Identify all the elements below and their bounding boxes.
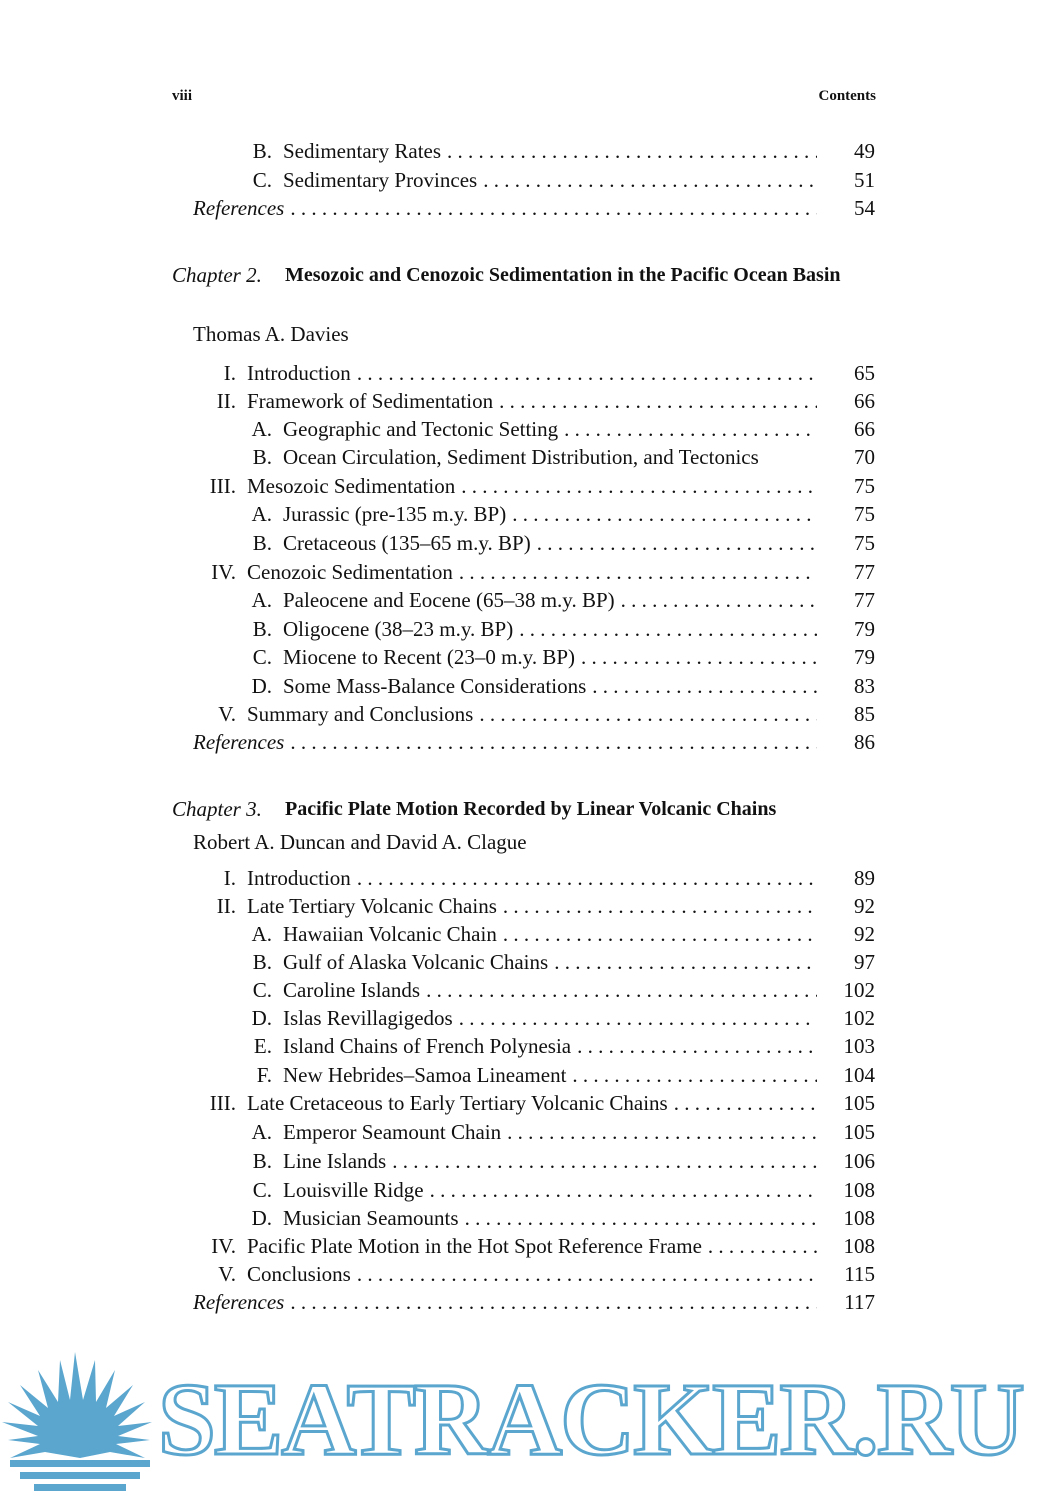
entry-page: 103: [843, 1034, 875, 1058]
entry-title: Paleocene and Eocene (65–38 m.y. BP): [283, 588, 615, 612]
entry-title: Cretaceous (135–65 m.y. BP): [283, 531, 531, 555]
entry-title: Conclusions: [247, 1262, 351, 1286]
toc-entry[interactable]: [0, 359, 1051, 387]
entry-page: 108: [843, 1206, 875, 1230]
entry-title: Oligocene (38–23 m.y. BP): [283, 617, 514, 641]
running-header: [172, 88, 876, 112]
leader-dots: [577, 1032, 817, 1060]
entry-number: I.: [223, 866, 236, 890]
leader-dots: [499, 387, 817, 415]
toc-entry[interactable]: [0, 166, 1051, 194]
leader-dots: [564, 415, 817, 443]
entry-page: 86: [854, 730, 875, 754]
entry-title: Cenozoic Sedimentation: [247, 560, 453, 584]
entry-page: 75: [854, 502, 875, 526]
toc-entry[interactable]: [0, 472, 1051, 500]
entry-number: A.: [251, 417, 272, 441]
entry-page: 75: [854, 474, 875, 498]
entry-page: 83: [854, 674, 875, 698]
entry-number: IV.: [211, 560, 236, 584]
leader-dots: [357, 1260, 817, 1288]
entry-number: III.: [209, 1091, 236, 1115]
entry-number: D.: [251, 1006, 272, 1030]
leader-dots: [290, 194, 817, 222]
leader-dots: [592, 672, 817, 700]
chapter-title: Mesozoic and Cenozoic Sedimentation in the Pacific Ocean Basin: [285, 264, 841, 286]
entry-number: II.: [216, 894, 236, 918]
leader-dots: [512, 500, 817, 528]
toc-entry[interactable]: [0, 976, 1051, 1004]
toc-entry[interactable]: [0, 1061, 1051, 1089]
entry-page: 75: [854, 531, 875, 555]
toc-entry[interactable]: [0, 1147, 1051, 1175]
entry-page: 77: [854, 560, 875, 584]
entry-number: A.: [251, 1120, 272, 1144]
toc-entry[interactable]: [0, 920, 1051, 948]
toc-entry[interactable]: [0, 615, 1051, 643]
entry-title: Summary and Conclusions: [247, 702, 474, 726]
leader-dots: [459, 558, 817, 586]
entry-page: 65: [854, 361, 875, 385]
toc-entry[interactable]: [0, 1032, 1051, 1060]
toc-entry[interactable]: [0, 892, 1051, 920]
leader-dots: [503, 892, 817, 920]
toc-entry[interactable]: [0, 1260, 1051, 1288]
entry-title: Island Chains of French Polynesia: [283, 1034, 572, 1058]
entry-title: Jurassic (pre-135 m.y. BP): [283, 502, 507, 526]
leader-dots: [537, 529, 817, 557]
leader-dots: [461, 472, 817, 500]
leader-dots: [426, 976, 817, 1004]
chapter-title: Pacific Plate Motion Recorded by Linear Volcanic Chains: [285, 798, 777, 820]
entry-number: F.: [256, 1063, 272, 1087]
entry-title: Pacific Plate Motion in the Hot Spot Reference Frame: [247, 1234, 702, 1258]
entry-title: Mesozoic Sedimentation: [247, 474, 456, 498]
entry-number: IV.: [211, 1234, 236, 1258]
toc-entry[interactable]: [0, 443, 1051, 471]
entry-page: 115: [844, 1262, 875, 1286]
leader-dots: [392, 1147, 817, 1175]
entry-title: References: [193, 1290, 285, 1314]
entry-number: A.: [251, 502, 272, 526]
toc-entry[interactable]: [0, 864, 1051, 892]
leader-dots: [621, 586, 817, 614]
entry-page: 108: [843, 1234, 875, 1258]
leader-dots: [572, 1061, 817, 1089]
entry-title: Caroline Islands: [283, 978, 421, 1002]
entry-title: References: [193, 730, 285, 754]
leader-dots: [674, 1089, 817, 1117]
entry-title: Geographic and Tectonic Setting: [283, 417, 559, 441]
leader-dots: [479, 700, 817, 728]
toc-entry[interactable]: [0, 1118, 1051, 1146]
entry-number: C.: [252, 168, 272, 192]
toc-entry[interactable]: [0, 387, 1051, 415]
entry-page: 79: [854, 645, 875, 669]
entry-title: Hawaiian Volcanic Chain: [283, 922, 497, 946]
entry-number: B.: [252, 950, 272, 974]
toc-entry[interactable]: [0, 1204, 1051, 1232]
entry-number: E.: [253, 1034, 272, 1058]
entry-title: Framework of Sedimentation: [247, 389, 494, 413]
toc-entry[interactable]: [0, 948, 1051, 976]
leader-dots: [503, 920, 817, 948]
entry-page: 117: [844, 1290, 875, 1314]
entry-page: 105: [843, 1091, 875, 1115]
entry-title: Introduction: [247, 866, 351, 890]
entry-page: 97: [854, 950, 875, 974]
entry-number: B.: [252, 617, 272, 641]
entry-number: B.: [252, 531, 272, 555]
toc-entry[interactable]: [0, 1176, 1051, 1204]
leader-dots: [447, 137, 817, 165]
toc-entry[interactable]: [0, 1089, 1051, 1117]
entry-page: 92: [854, 894, 875, 918]
chapter-2-author: Thomas A. Davies: [193, 322, 349, 346]
entry-number: V.: [218, 1262, 236, 1286]
entry-title: Emperor Seamount Chain: [283, 1120, 502, 1144]
leader-dots: [507, 1118, 817, 1146]
leader-dots: [430, 1176, 817, 1204]
leader-dots: [483, 166, 817, 194]
toc-entry[interactable]: [0, 1004, 1051, 1032]
entry-page: 66: [854, 389, 875, 413]
leader-dots: [465, 1204, 817, 1232]
entry-page: 54: [854, 196, 875, 220]
entry-title: Late Tertiary Volcanic Chains: [247, 894, 497, 918]
chapter-label: Chapter 2.: [172, 263, 262, 287]
entry-page: 106: [843, 1149, 875, 1173]
leader-dots: [581, 643, 817, 671]
entry-title: Islas Revillagigedos: [283, 1006, 453, 1030]
entry-page: 49: [854, 139, 875, 163]
entry-number: D.: [251, 674, 272, 698]
entry-title: Late Cretaceous to Early Tertiary Volcanic Chains: [247, 1091, 668, 1115]
entry-page: 66: [854, 417, 875, 441]
entry-page: 92: [854, 922, 875, 946]
chapter-3-author: Robert A. Duncan and David A. Clague: [193, 830, 527, 854]
toc-entry[interactable]: [0, 700, 1051, 728]
entry-number: C.: [252, 978, 272, 1002]
entry-page: 89: [854, 866, 875, 890]
entry-number: C.: [252, 645, 272, 669]
entry-page: 77: [854, 588, 875, 612]
leader-dots: [290, 728, 817, 756]
entry-number: D.: [251, 1206, 272, 1230]
entry-page: 85: [854, 702, 875, 726]
toc-entry[interactable]: [0, 137, 1051, 165]
entry-title: Introduction: [247, 361, 351, 385]
toc-references[interactable]: [0, 194, 1051, 222]
toc-entry[interactable]: [0, 558, 1051, 586]
entry-title: References: [193, 196, 285, 220]
entry-number: B.: [252, 139, 272, 163]
toc-entry[interactable]: [0, 586, 1051, 614]
toc-references[interactable]: [0, 1288, 1051, 1316]
entry-title: Sedimentary Provinces: [283, 168, 478, 192]
entry-number: A.: [251, 588, 272, 612]
entry-page: 104: [843, 1063, 875, 1087]
toc-entry[interactable]: [0, 415, 1051, 443]
toc-entry[interactable]: [0, 529, 1051, 557]
leader-dots: [708, 1232, 817, 1260]
entry-number: II.: [216, 389, 236, 413]
entry-title: Some Mass-Balance Considerations: [283, 674, 587, 698]
toc-references[interactable]: [0, 728, 1051, 756]
page-number: viii: [172, 88, 193, 104]
entry-number: B.: [252, 1149, 272, 1173]
leader-dots: [459, 1004, 817, 1032]
toc-entry[interactable]: [0, 643, 1051, 671]
entry-number: B.: [252, 445, 272, 469]
entry-title: New Hebrides–Samoa Lineament: [283, 1063, 567, 1087]
leader-dots: [554, 948, 817, 976]
entry-title: Louisville Ridge: [283, 1178, 424, 1202]
leader-dots: [357, 864, 817, 892]
leader-dots: [519, 615, 817, 643]
chapter-label: Chapter 3.: [172, 797, 262, 821]
running-title: Contents: [818, 88, 876, 104]
entry-title: Line Islands: [283, 1149, 387, 1173]
toc-entry[interactable]: [0, 672, 1051, 700]
leader-dots: [357, 359, 817, 387]
entry-page: 102: [843, 978, 875, 1002]
entry-number: I.: [223, 361, 236, 385]
entry-number: III.: [209, 474, 236, 498]
entry-number: V.: [218, 702, 236, 726]
toc-entry[interactable]: [0, 500, 1051, 528]
entry-page: 51: [854, 168, 875, 192]
entry-title: Musician Seamounts: [283, 1206, 459, 1230]
entry-title: Miocene to Recent (23–0 m.y. BP): [283, 645, 576, 669]
entry-page: 79: [854, 617, 875, 641]
leader-dots: [290, 1288, 817, 1316]
toc-entry[interactable]: [0, 1232, 1051, 1260]
entry-page: 102: [843, 1006, 875, 1030]
entry-title: Ocean Circulation, Sediment Distribution, and Tectonics: [283, 445, 759, 469]
entry-title: Sedimentary Rates: [283, 139, 442, 163]
watermark-text: SEATRACKER.RU: [158, 1362, 1023, 1477]
entry-page: 108: [843, 1178, 875, 1202]
entry-page: 70: [854, 445, 875, 469]
entry-title: Gulf of Alaska Volcanic Chains: [283, 950, 549, 974]
entry-number: A.: [251, 922, 272, 946]
entry-page: 105: [843, 1120, 875, 1144]
entry-number: C.: [252, 1178, 272, 1202]
